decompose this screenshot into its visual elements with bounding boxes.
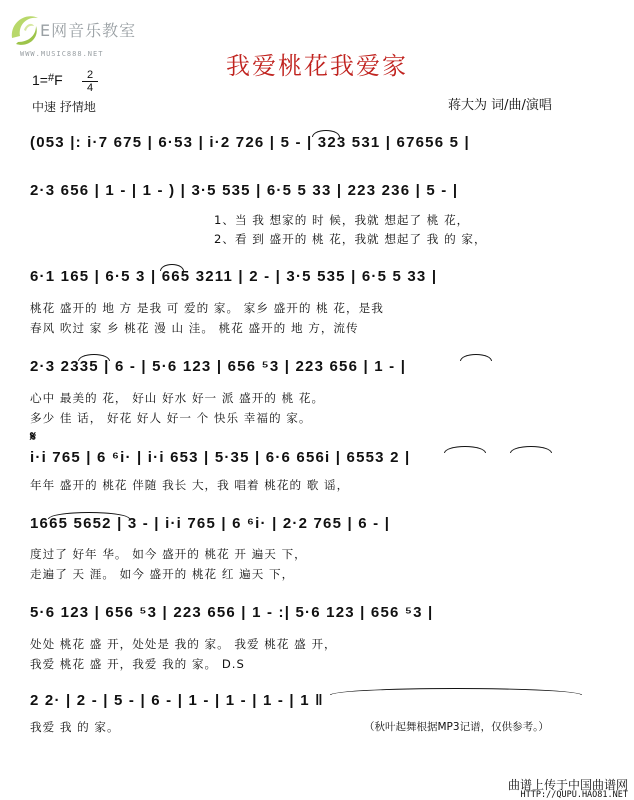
segno-sign: 𝄋: [30, 429, 37, 445]
score-line-7-lyric-1: 处处 桃花 盛 开，处处是 我的 家。 我爱 桃花 盛 开，: [30, 637, 337, 651]
key-signature: [32, 72, 63, 88]
credit-line: 蒋大为 词/曲/演唱: [448, 98, 552, 113]
score-line-8-lyric-1: 我爱 我 的 家。: [30, 720, 120, 734]
brand-url: WWW.MUSIC888.NET: [20, 50, 104, 58]
tie-mark: [48, 512, 130, 519]
score-line-6-lyric-1: 度过了 好年 华。 如今 盛开的 桃花 开 遍天 下，: [30, 547, 307, 561]
tempo-marking: 中速 抒情地: [32, 100, 96, 114]
score-line-3-lyric-1: 桃花 盛开的 地 方 是我 可 爱的 家。 家乡 盛开的 桃 花，是我: [30, 301, 384, 315]
footer-url: HTTP://QUPU.HAO81.NET: [520, 790, 628, 800]
tie-mark: [160, 264, 184, 271]
score-line-6-lyric-2: 走遍了 天 涯。 如今 盛开的 桃花 红 遍天 下，: [30, 567, 295, 581]
score-line-2-notes: 2·3 656 | 1 - | 1 - ) | 3·5 535 | 6·5 5 33 | 223 236 | 5 - |: [30, 182, 459, 199]
tie-mark: [312, 130, 340, 137]
key-note: F: [54, 72, 63, 88]
meter-bottom: 4: [86, 82, 94, 94]
transcription-note: （秋叶起舞根据MP3记谱，仅供参考。）: [364, 721, 549, 733]
score-line-3-notes: 6·1 165 | 6·5 3 | 665 3211 | 2 - | 3·5 535 | 6·5 5 33 |: [30, 268, 438, 285]
score-line-7-lyric-2: 我爱 桃花 盛 开，我爱 我的 家。 D.S: [30, 657, 245, 671]
score-line-8-notes: 2 2· | 2 - | 5 - | 6 - | 1 - | 1 - | 1 - | 1 ‖: [30, 692, 324, 709]
footer-source: 曲谱上传于中国曲谱网: [507, 778, 628, 792]
score-line-3-lyric-2: 春风 吹过 家 乡 桃花 漫 山 洼。 桃花 盛开的 地 方，流传: [30, 321, 359, 335]
song-title: 我爱桃花我爱家: [226, 52, 408, 80]
score-line-4-lyric-1: 心中 最美的 花， 好山 好水 好一 派 盛开的 桃 花。: [30, 391, 325, 405]
tie-mark: [444, 446, 486, 453]
time-signature: [82, 70, 98, 93]
key-prefix: 1=: [32, 72, 48, 88]
score-line-5-lyric-1: 年年 盛开的 桃花 伴随 我长 大，我 唱着 桃花的 歌 谣，: [30, 478, 350, 492]
tie-mark: [510, 446, 552, 453]
brand-name: E网音乐教室: [40, 21, 137, 40]
score-line-1-notes: (053 |: i·7 675 | 6·53 | i·2 726 | 5 - | 323 531 | 67656 5 |: [30, 134, 470, 151]
score-line-5-notes: i·i 765 | 6 ⁶i· | i·i 653 | 5·35 | 6·6 656i | 6553 2 |: [30, 449, 411, 466]
tie-mark: [460, 354, 492, 361]
score-line-6-notes: 1665 5652 | 3 - | i·i 765 | 6 ⁶i· | 2·2 765 | 6 - |: [30, 515, 391, 532]
score-line-2-lyric-1: 1、当 我 想家的 时 候，我就 想起了 桃 花，: [214, 213, 470, 227]
tie-mark: [330, 688, 582, 695]
tie-mark: [78, 354, 110, 361]
score-line-7-notes: 5·6 123 | 656 ⁵3 | 223 656 | 1 - :| 5·6 123 | 656 ⁵3 |: [30, 604, 434, 621]
score-line-4-notes: 2·3 2335 | 6 - | 5·6 123 | 656 ⁵3 | 223 656 | 1 - |: [30, 358, 407, 375]
meter-top: 2: [86, 69, 94, 81]
score-line-2-lyric-2: 2、看 到 盛开的 桃 花，我就 想起了 我 的 家，: [214, 232, 487, 246]
score-line-4-lyric-2: 多少 佳 话， 好花 好人 好一 个 快乐 幸福的 家。: [30, 411, 312, 425]
key-sharp: #: [47, 72, 55, 84]
